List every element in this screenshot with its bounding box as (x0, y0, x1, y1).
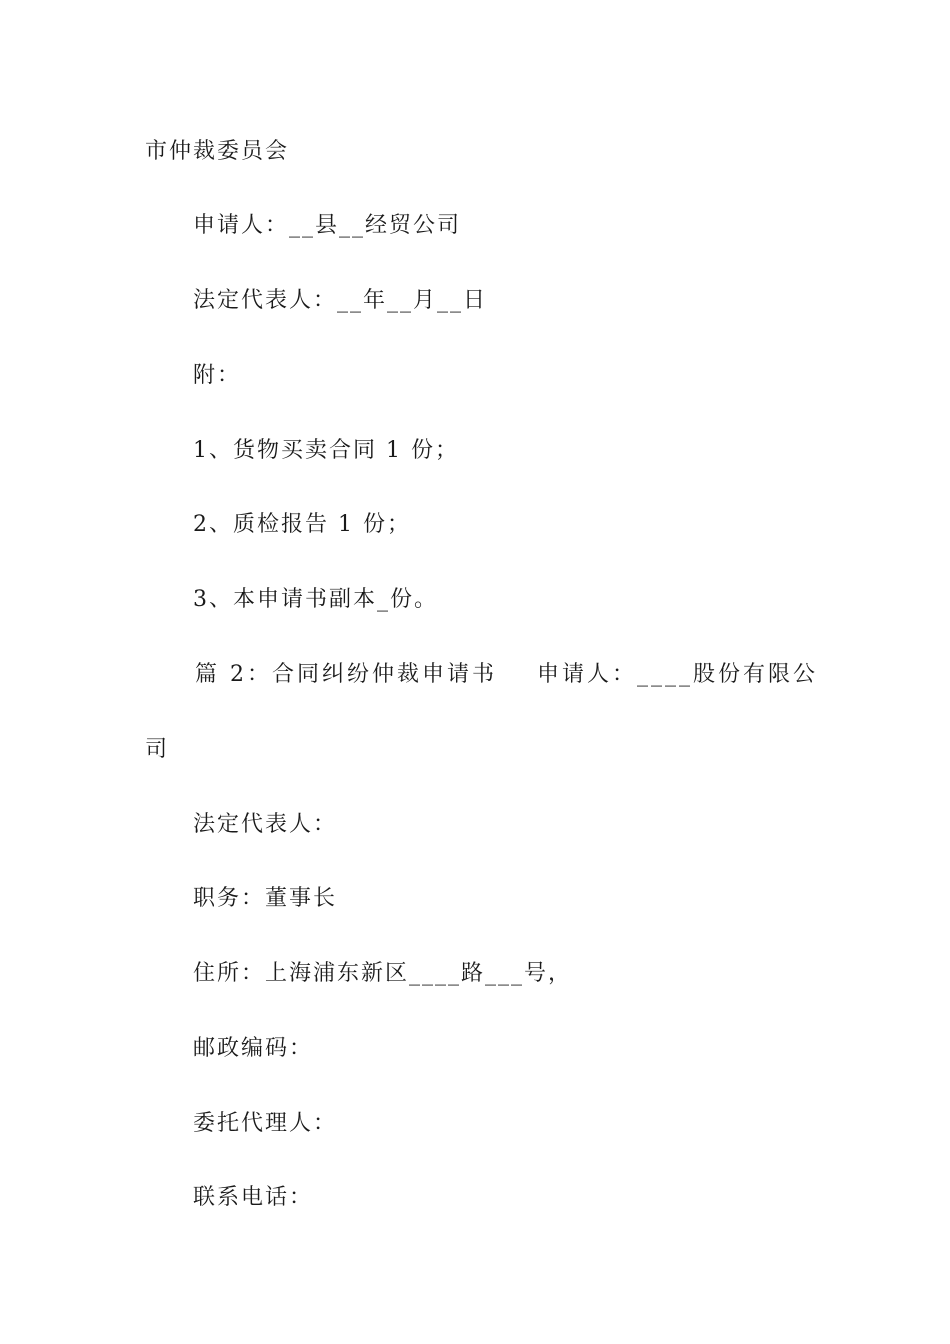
heading-arbitration-committee: 市仲裁委员会 (145, 139, 290, 164)
section-2-title-continued: 司 (145, 737, 170, 762)
applicant-line: 申请人：__县__经贸公司 (193, 213, 462, 238)
postal-code-line: 邮政编码： (193, 1036, 314, 1061)
attachment-item-2: 2、质检报告 1 份； (193, 512, 411, 537)
attachment-item-1: 1、货物买卖合同 1 份； (193, 438, 459, 463)
position-line: 职务：董事长 (193, 886, 338, 911)
agent-line: 委托代理人： (193, 1111, 338, 1136)
attachments-label: 附： (193, 363, 242, 388)
legal-representative-date: 法定代表人：__年__月__日 (193, 288, 488, 313)
address-line: 住所：上海浦东新区____路___号， (193, 961, 573, 986)
legal-representative-line: 法定代表人： (193, 812, 338, 837)
contact-phone-line: 联系电话： (193, 1185, 314, 1210)
section-2-title: 篇 2：合同纠纷仲裁申请书 申请人：____股份有限公 (195, 662, 818, 687)
attachment-item-3: 3、本申请书副本_份。 (193, 587, 438, 612)
